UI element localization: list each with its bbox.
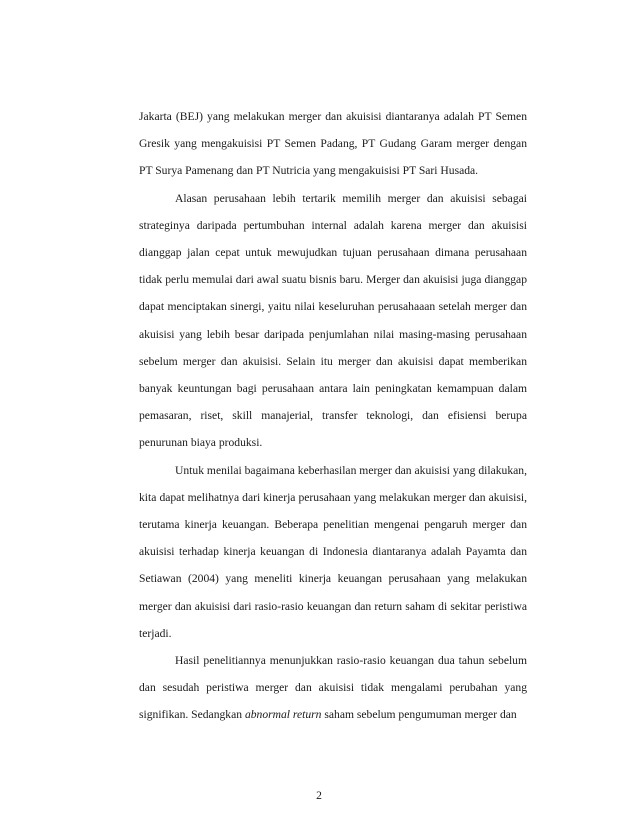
paragraph <box>139 103 527 185</box>
body-text <box>139 103 527 729</box>
paragraph <box>139 457 527 647</box>
paragraph-text: Hasil penelitiannya menunjukkan rasio-rasio keuangan dua tahun sebelum dan sesudah peristiwa merger dan akuisisi tidak mengalami perubahan yang signifikan. Sedangkan <box>139 654 527 722</box>
paragraph <box>139 185 527 457</box>
paragraph-text: Alasan perusahaan lebih tertarik memilih merger dan akuisisi sebagai strateginya daripada pertumbuhan internal adalah karena merger dan akuisisi dianggap jalan cepat untuk mewujudkan tujuan perusahaan dimana perusahaan tidak perlu memulai dari awal suatu bisnis baru. Merger dan akuisisi juga dianggap dapat menciptakan sinergi, yaitu nilai keseluruhan perusahaaan setelah merger dan akuisisi yang lebih besar daripada penjumlahan nilai masing-masing perusahaan sebelum merger dan akuisisi. Selain itu merger dan akuisisi dapat memberikan banyak keuntungan bagi perusahaan antara lain peningkatan kemampuan dalam pemasaran, riset, skill manajerial, transfer teknologi, dan efisiensi berupa penurunan biaya produksi. <box>139 191 527 450</box>
paragraph-text: saham sebelum pengumuman merger dan <box>321 708 517 722</box>
paragraph-text: Jakarta (BEJ) yang melakukan merger dan akuisisi diantaranya adalah PT Semen Gresik yang mengakuisisi PT Semen Padang, PT Gudang Garam merger dengan PT Surya Pamenang dan PT Nutricia yang mengakuisisi PT Sari Husada. <box>139 110 527 178</box>
paragraph <box>139 647 527 729</box>
italic-term: abnormal return <box>244 708 322 722</box>
page-number: 2 <box>316 789 322 802</box>
paragraph-text: Untuk menilai bagaimana keberhasilan merger dan akuisisi yang dilakukan, kita dapat melihatnya dari kinerja perusahaan yang melakukan merger dan akuisisi, terutama kinerja keuangan. Beberapa penelitian mengenai pengaruh merger dan akuisisi terhadap kinerja keuangan di Indonesia diantaranya adalah Payamta dan Setiawan (2004) yang meneliti kinerja keuangan perusahaan yang melakukan merger dan akuisisi dari rasio-rasio keuangan dan return saham di sekitar peristiwa terjadi. <box>139 463 527 640</box>
